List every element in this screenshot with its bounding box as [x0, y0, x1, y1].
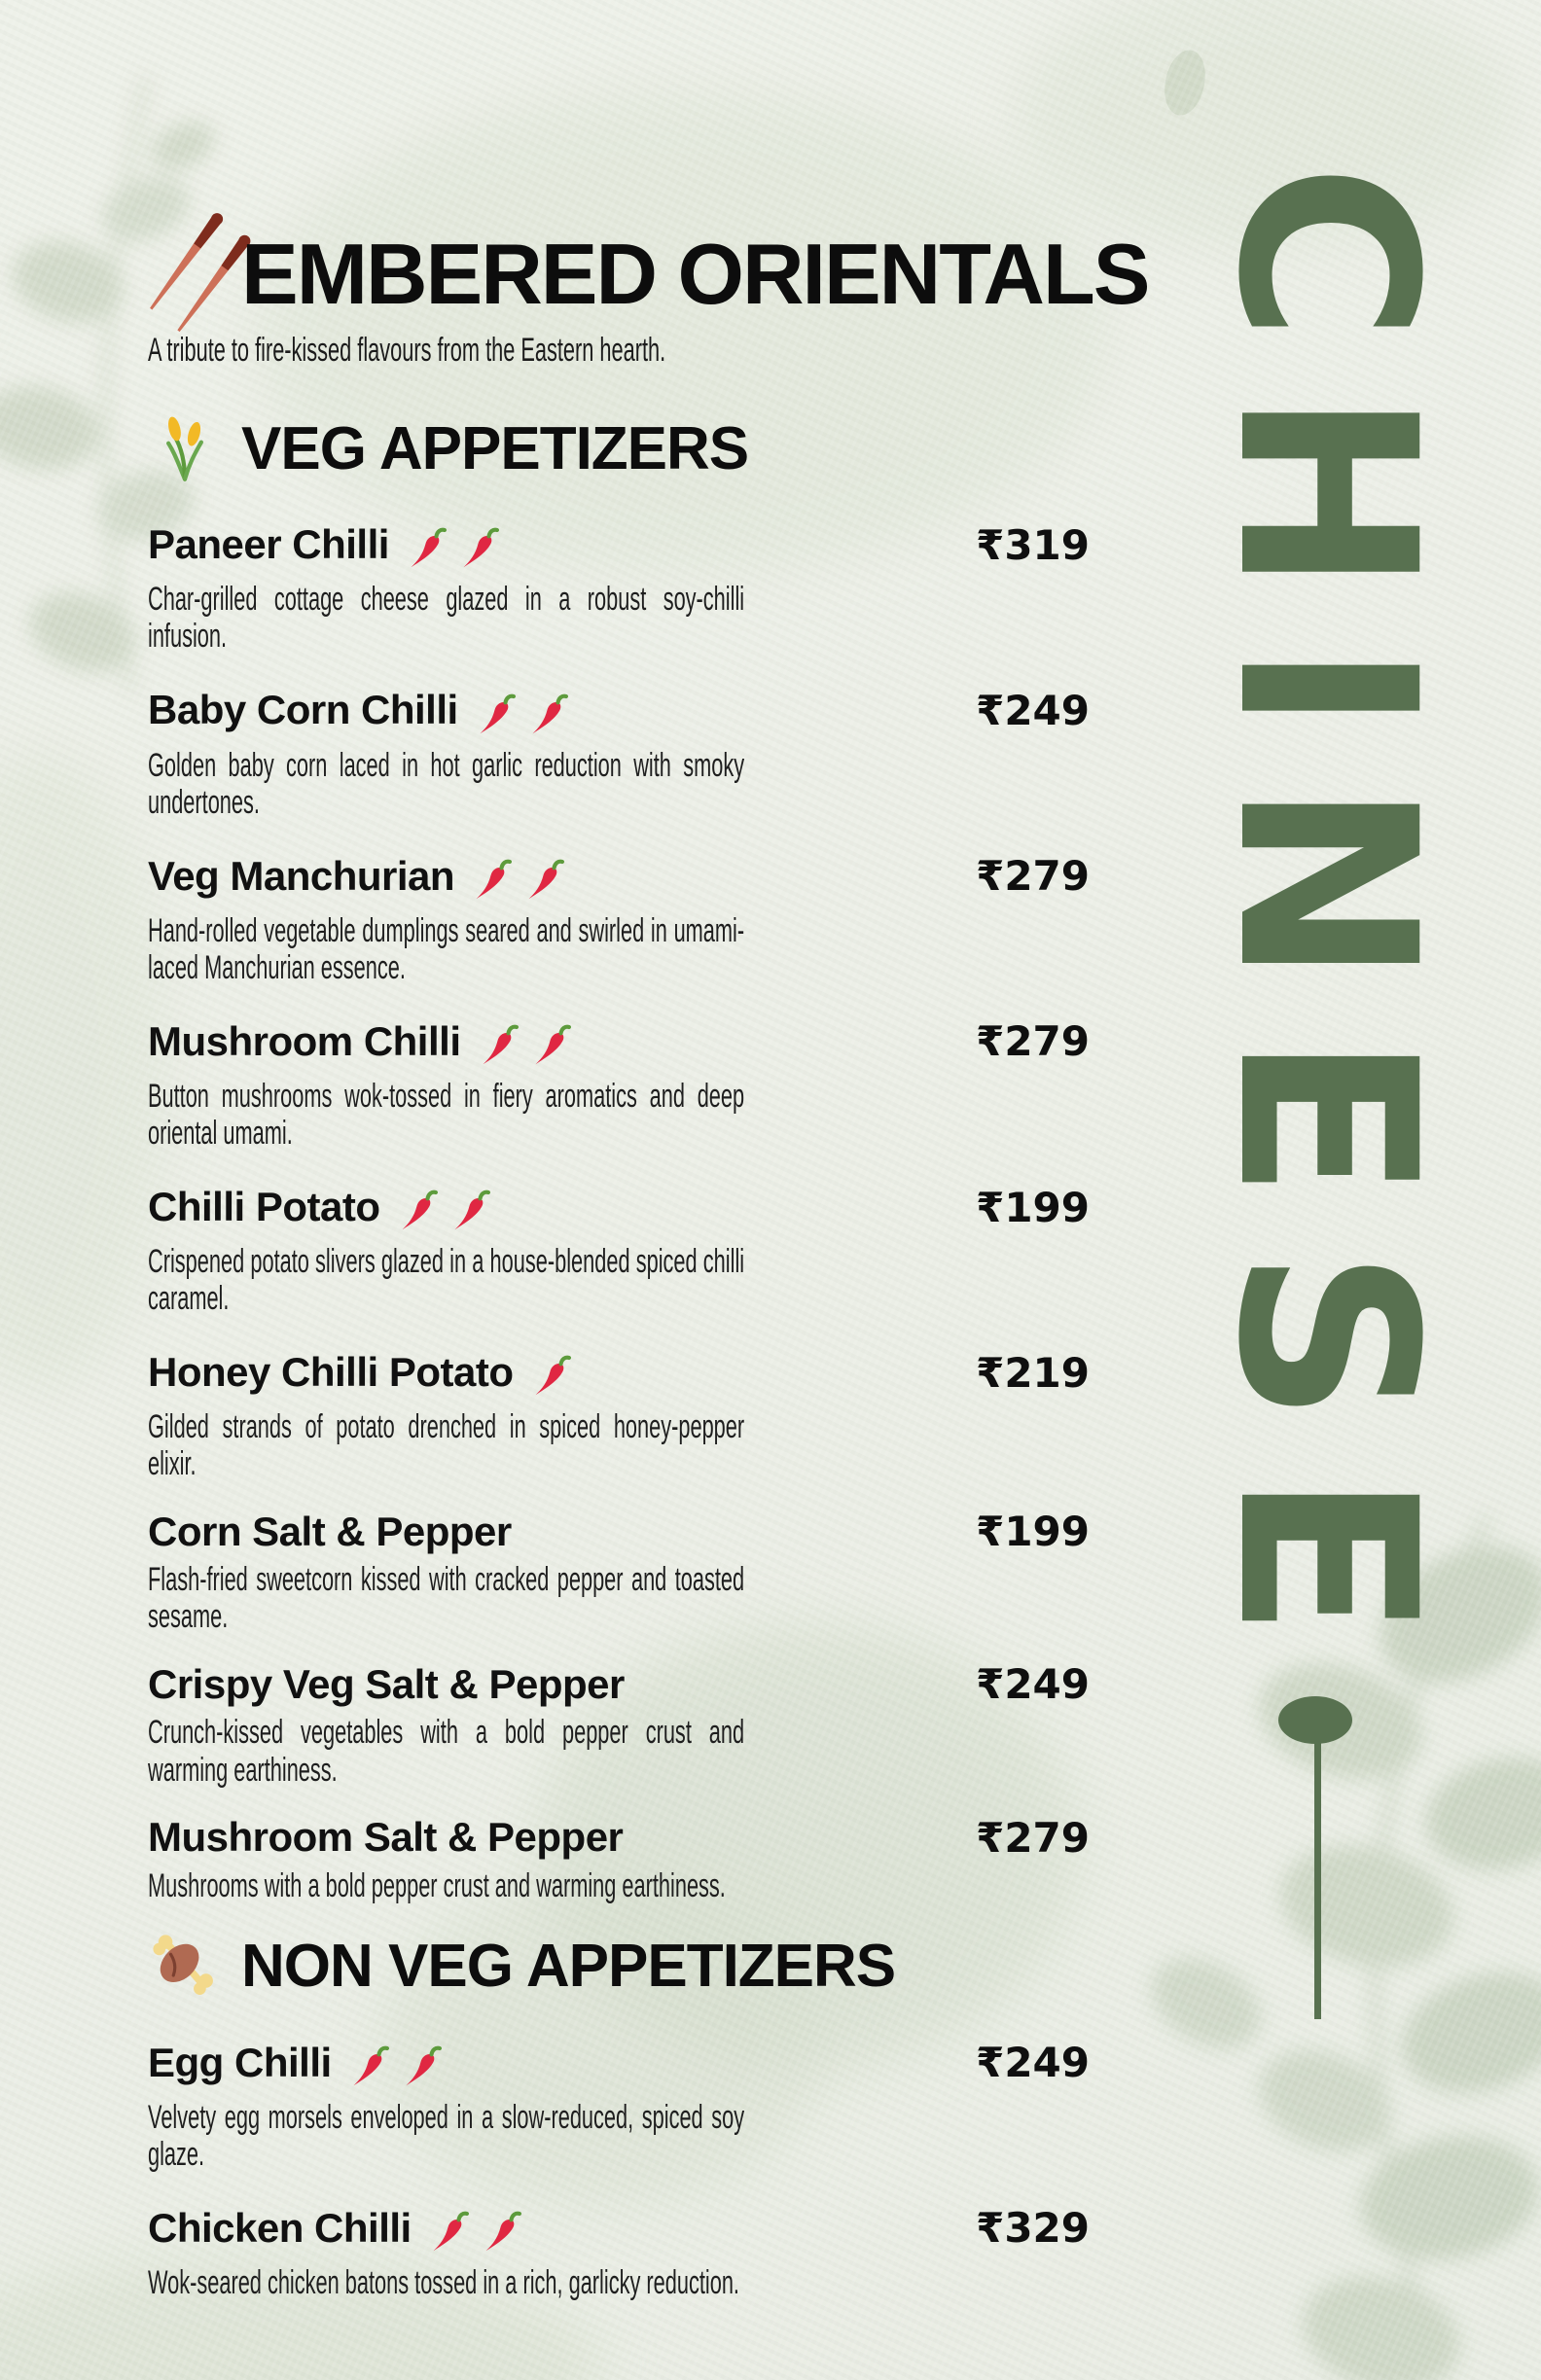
section-label: VEG APPETIZERS — [241, 414, 749, 482]
page-title: EMBERED ORIENTALS — [241, 225, 1149, 322]
item-description: Mushrooms with a bold pepper crust and warming earthiness. — [148, 1866, 726, 1904]
item-description: Golden baby corn laced in hot garlic reduction with smoky undertones. — [148, 746, 745, 821]
menu-item — [148, 1814, 1090, 1904]
meat-icon — [148, 1930, 222, 2004]
item-name: Crispy Veg Salt & Pepper — [148, 1660, 625, 1707]
menu-page — [148, 206, 1149, 2327]
item-description: Gilded strands of potato drenched in spiced honey-pepper elixir. — [148, 1408, 745, 1483]
item-price: ₹329 — [976, 2204, 1090, 2253]
chilli-icons — [405, 524, 508, 575]
chilli-icon — [526, 691, 577, 741]
item-price: ₹279 — [976, 852, 1090, 901]
side-dot-decoration — [1278, 1696, 1352, 1744]
item-name: Corn Salt & Pepper — [148, 1508, 512, 1554]
item-description: Button mushrooms wok-tossed in fiery aromatics and deep oriental umami. — [148, 1077, 745, 1152]
item-description: Hand-rolled vegetable dumplings seared and swirled in umami-laced Manchurian essence. — [148, 911, 745, 986]
veg-items-list — [148, 515, 1090, 1903]
item-row — [148, 1012, 1090, 1072]
item-name: Chicken Chilli — [148, 2204, 412, 2251]
page-subtitle: A tribute to fire-kissed flavours from the Eastern hearth. — [148, 332, 666, 369]
section-heading-nonveg — [148, 1930, 1090, 2004]
item-price: ₹279 — [976, 1813, 1090, 1862]
item-price: ₹199 — [976, 1508, 1090, 1556]
chilli-icon — [480, 2208, 530, 2258]
chilli-icon — [396, 1187, 447, 1237]
item-description: Crispened potato slivers glazed in a house-blended spiced chilli caramel. — [148, 1243, 745, 1318]
section-veg-appetizers — [148, 411, 1090, 1903]
chilli-icon — [405, 524, 455, 575]
item-row — [148, 2033, 1090, 2093]
rice-sprout-icon — [148, 411, 222, 485]
chilli-icons — [470, 856, 573, 906]
menu-item — [148, 2033, 1090, 2173]
menu-item — [148, 1660, 1090, 1788]
item-description: Crunch-kissed vegetables with a bold pepper crust and warming earthiness. — [148, 1714, 745, 1789]
item-name: Egg Chilli — [148, 2039, 332, 2085]
menu-item — [148, 846, 1090, 986]
item-row — [148, 681, 1090, 741]
item-price: ₹279 — [976, 1017, 1090, 1066]
item-row — [148, 1660, 1090, 1708]
item-description: Char-grilled cottage cheese glazed in a robust soy-chilli infusion. — [148, 581, 745, 656]
item-row — [148, 1342, 1090, 1403]
item-name: Mushroom Chilli — [148, 1017, 461, 1064]
item-row — [148, 1508, 1090, 1555]
section-label: NON VEG APPETIZERS — [241, 1933, 896, 2001]
item-price: ₹199 — [976, 1183, 1090, 1231]
nonveg-items-list — [148, 2033, 1090, 2301]
chilli-icon — [529, 1352, 580, 1403]
menu-item — [148, 515, 1090, 655]
chilli-icon — [347, 2043, 398, 2093]
menu-item — [148, 1012, 1090, 1152]
item-description: Velvety egg morsels enveloped in a slow-reduced, spiced soy glaze. — [148, 2098, 745, 2173]
chilli-icon — [470, 856, 520, 906]
chilli-icons — [347, 2043, 450, 2093]
side-line-decoration — [1314, 1741, 1321, 2019]
chilli-icons — [427, 2208, 530, 2258]
chilli-icon — [427, 2208, 478, 2258]
section-heading-veg — [148, 411, 1090, 485]
menu-item — [148, 1177, 1090, 1317]
item-name: Mushroom Salt & Pepper — [148, 1813, 624, 1860]
item-price: ₹249 — [976, 687, 1090, 735]
item-price: ₹249 — [976, 2039, 1090, 2087]
side-label-chinese: CHINESE — [1185, 163, 1468, 1687]
item-price: ₹219 — [976, 1348, 1090, 1397]
item-row — [148, 1177, 1090, 1237]
menu-item — [148, 2198, 1090, 2301]
chilli-icon — [529, 1021, 580, 1072]
item-name: Baby Corn Chilli — [148, 687, 458, 733]
chilli-icon — [522, 856, 573, 906]
section-nonveg-appetizers — [148, 1930, 1090, 2301]
chilli-icons — [396, 1187, 499, 1237]
menu-item — [148, 1342, 1090, 1482]
item-description: Wok-seared chicken batons tossed in a rich, garlicky reduction. — [148, 2263, 739, 2301]
menu-item — [148, 1508, 1090, 1635]
item-name: Veg Manchurian — [148, 852, 455, 899]
chilli-icons — [529, 1352, 580, 1403]
item-name: Honey Chilli Potato — [148, 1349, 514, 1396]
item-row — [148, 2198, 1090, 2258]
chilli-icon — [457, 524, 508, 575]
item-price: ₹249 — [976, 1660, 1090, 1709]
item-row — [148, 846, 1090, 906]
item-name: Chilli Potato — [148, 1183, 380, 1229]
chilli-icon — [474, 691, 524, 741]
item-price: ₹319 — [976, 520, 1090, 569]
chilli-icon — [400, 2043, 450, 2093]
item-row — [148, 1814, 1090, 1862]
page-header — [148, 206, 1149, 322]
chilli-icon — [477, 1021, 527, 1072]
chilli-icon — [448, 1187, 499, 1237]
item-row — [148, 515, 1090, 575]
chilli-icons — [474, 691, 577, 741]
chilli-icons — [477, 1021, 580, 1072]
item-description: Flash-fried sweetcorn kissed with cracked pepper and toasted sesame. — [148, 1561, 745, 1636]
menu-item — [148, 681, 1090, 821]
item-name: Paneer Chilli — [148, 521, 389, 568]
